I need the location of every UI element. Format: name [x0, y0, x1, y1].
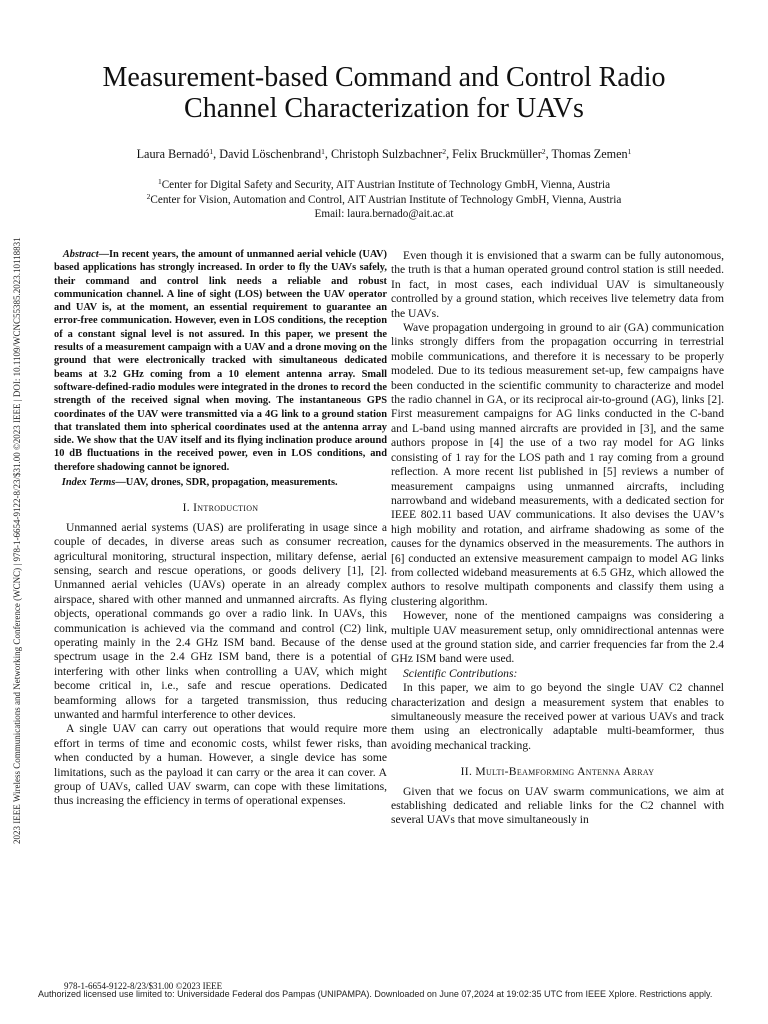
paragraph: Given that we focus on UAV swarm communications, we aim at establishing dedicated and reliable links for the C2 channel with several UAVs that move simultaneously in [391, 784, 724, 827]
index-terms [54, 476, 387, 489]
abstract-label: Abstract [62, 249, 99, 260]
author: Christoph Sulzbachner$^2$ [330, 147, 447, 161]
left-column [54, 248, 387, 809]
paragraph: Wave propagation undergoing in ground to air (GA) communication links strongly differs from the propagation occurring in terrestrial mobile communications, and therefore it is necessary to be properly modeled. Due to its tedious measurement set-up, few campaigns have been conducted in the scientific community to characterize and model the radio channel in GA, or its reciprocal air-to-ground (AG), links [2]. First measurement campaigns for AG links conducted in the C-band and L-band using manned aircrafts are provided in [3], and the same authors propose in [4] the use of a two ray model for AG links consisting of 1 ray for the LOS path and 1 ray coming from a ground reflection. A more recent list published in [5] reviews a number of measurement campaigns using unmanned aircrafts, including narrowband and wideband measurements, with a dedicated section for IEEE 802.11 based UAV communications. It also devises the UAV’s high mobility and rotation, and airframe shadowing as some of the causes for the dynamics observed in the measurements. The authors in [6] conducted an extensive measurement campaign to model AG links from collected wideband measurements at 6.5 GHz, which allowed the authors to resolve multipath components and classify them using a clustering algorithm. [391, 321, 724, 608]
paragraph: In this paper, we aim to go beyond the single UAV C2 channel characterization and design a measurement system that enables to simultaneously measure the received power at various UAVs and track them using an electronically adaptable multi-beamformer, thus avoiding mechanical tracking. [391, 681, 724, 752]
author: Thomas Zemen$^1$ [551, 147, 632, 161]
section-heading-antenna-array: II. Multi-Beamforming Antenna Array [460, 765, 655, 779]
footer-license: Authorized licensed use limited to: Universidade Federal dos Pampas (UNIPAMPA). Downloaded on June 07,2024 at 19:02:35 UTC from IEEE Xplore. Restrictions apply. [38, 989, 713, 999]
email: Email: laura.bernado@ait.ac.at [314, 208, 454, 221]
sidebar-citation [0, 0, 40, 1024]
title-line-2: Channel Characterization for UAVs [184, 93, 584, 124]
index-terms-label: Index Terms [61, 477, 116, 489]
affiliations [40, 178, 728, 222]
abstract-text: —In recent years, the amount of unmanned aerial vehicle (UAV) based applications has strongly increased. In order to fly the UAVs safely, their command and control link needs a reliable and robust communication channel. A line of sight (LOS) between the UAV operator and UAV is, at the moment, an essential requirement to guarantee an error-free communication. However, even in LOS conditions, the reception of a constant signal level is not assured. In this paper, we present the results of a measurement campaign with a UAV and a drone moving on the ground that were electronically tracked with simultaneous dedicated beams at 3.2 GHz coming from a 10 element antenna array. Small software-defined-radio modules were integrated in the drones to record the strength of the received signal when moving. The instantaneous GPS coordinates of the UAV were transmitted via a 4G link to a ground station that translated them into spherical coordinates used at the antenna array side. We show that the UAV itself and its flying inclination produce around 10 dB fluctuations in the received power, even in LOS conditions, and therefore shadowing cannot be ignored. [54, 249, 387, 473]
paragraph: Even though it is envisioned that a swarm can be fully autonomous, the truth is that a human operated ground control station is still needed. In fact, in most cases, each individual UAV is simultaneously controlled by a ground station, which receives live telemetry data from the UAVs. [391, 249, 724, 320]
author: Felix Bruckmüller$^2$ [452, 147, 546, 161]
index-terms-text: —UAV, drones, SDR, propagation, measurements. [115, 477, 338, 489]
author: Laura Bernadó$^1$ [136, 147, 214, 161]
author-list: Laura Bernadó$^1$, David Löschenbrand$^1$, Christoph Sulzbachner$^2$, Felix Bruckmüller$^2$, Thomas Zemen$^1$ [136, 147, 632, 161]
paragraph: Unmanned aerial systems (UAS) are proliferating in usage since a couple of decades, in diverse areas such as consumer recreation, agricultural monitoring, structural inspection, military defense, aerial sensing, search and rescue operations, or goods delivery [1], [2]. Unmanned aerial vehicles (UAVs) operate in an already complex airspace, shared with other manned and unmanned aircrafts. As flying objects, operational commands go over a radio link. In UAVs, this communication is achieved via the command and control (C2) link, operating mainly in the 2.4 GHz ISM band. Because of the dense spectrum usage in the 2.4 GHz ISM band, there is a potential of interfering with other links when controlling a UAV, which might become critical in, i.e., safe and rescue operations. Dedicated beamforming allows for a targeted transmission, thus reducing unwanted and harmful interference to other devices. [54, 520, 387, 722]
footer-isbn: 978-1-6654-9122-8/23/$31.00 ©2023 IEEE [64, 981, 223, 991]
paper-title [40, 62, 728, 124]
right-column [391, 249, 724, 828]
affiliation-2: $^2$Center for Vision, Automation and Control, AIT Austrian Institute of Technology GmbH, Vienna, Austria [146, 191, 622, 206]
section-heading-introduction: I. Introduction [182, 501, 259, 515]
paragraph: However, none of the mentioned campaigns was considering a multiple UAV measurement setup, only omnidirectional antennas were used at the ground station side, and carrier frequencies far from the 2.4 GHz ISM band were used. [391, 609, 724, 666]
title-line-1: Measurement-based Command and Control Radio [102, 62, 666, 93]
subsection-heading-contributions: Scientific Contributions: [403, 666, 518, 680]
paragraph: A single UAV can carry out operations that would require more effort in terms of time and economic costs, whilst fewer risks, than when conducted by a human. However, a single device has some limitations, such as the payload it can carry or the area it can cover. A group of UAVs, called UAV swarm, can cope with these limitations, thus increasing the efficiency in terms of operational expenses. [54, 722, 387, 808]
abstract [54, 248, 387, 474]
sidebar-citation-text: 2023 IEEE Wireless Communications and Networking Conference (WCNC) | 978-1-6654-9122-8/23/$31.00 ©2023 IEEE | DOI: 10.1109/WCNC55385.2023.10118831 [12, 237, 22, 844]
author: David Löschenbrand$^1$ [219, 147, 325, 161]
affiliation-1: $^1$Center for Digital Safety and Security, AIT Austrian Institute of Technology GmbH, Vienna, Austria [157, 177, 611, 191]
